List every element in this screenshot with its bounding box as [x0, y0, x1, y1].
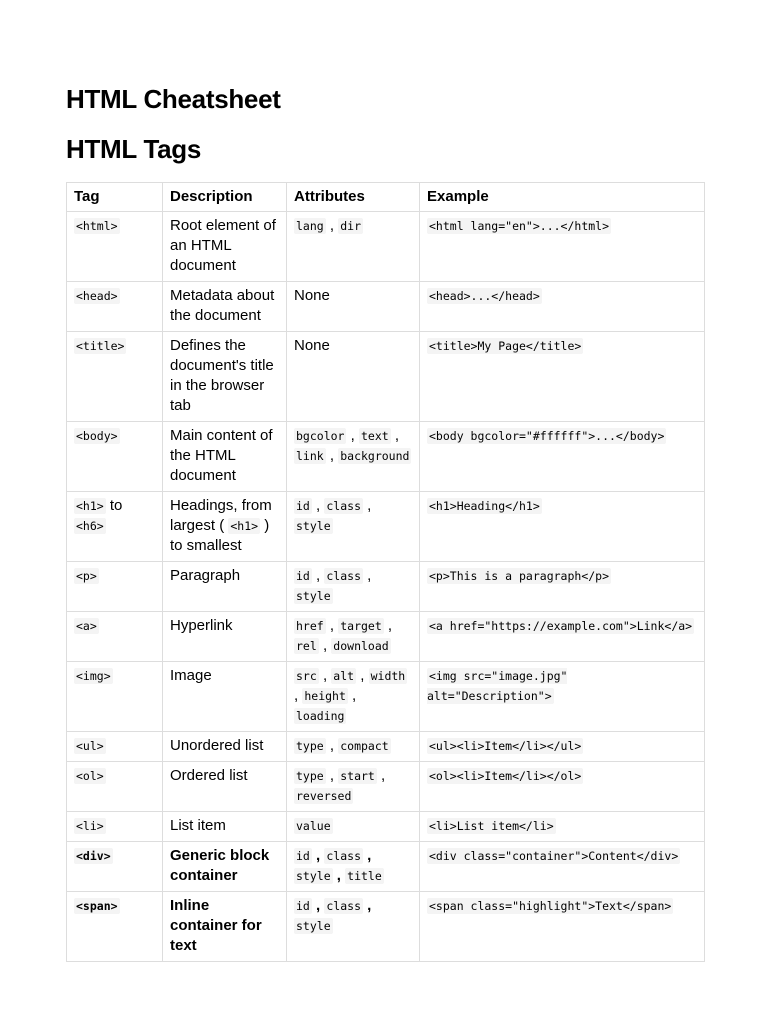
example-code: <html lang="en">...</html> — [429, 219, 610, 233]
example-code: <ul><li>Item</li></ul> — [429, 739, 582, 753]
description-text: Headings, from largest ( — [170, 497, 272, 534]
attributes-cell: None — [287, 332, 420, 422]
tag-code: <p> — [76, 569, 97, 583]
attribute-code: href — [296, 619, 324, 633]
attribute-code: start — [340, 769, 375, 783]
attr-separator: , — [294, 687, 303, 704]
attribute-code: style — [296, 919, 331, 933]
tag-cell — [67, 422, 163, 492]
tag-cell — [67, 732, 163, 762]
table-row — [67, 332, 705, 422]
attribute-code: title — [347, 869, 382, 883]
tag-code: <ol> — [76, 769, 104, 783]
attribute-code: lang — [296, 219, 324, 233]
tag-code: <h6> — [76, 519, 104, 533]
attribute-code: rel — [296, 639, 317, 653]
attributes-cell — [287, 842, 420, 892]
attributes-cell — [287, 762, 420, 812]
attribute-code: width — [370, 669, 406, 683]
attr-separator: , — [332, 867, 346, 884]
attr-separator: , — [383, 617, 393, 634]
attributes-cell — [287, 422, 420, 492]
tag-cell — [67, 212, 163, 282]
tag-code: <ul> — [76, 739, 104, 753]
description-cell: List item — [163, 812, 287, 842]
example-cell — [420, 562, 705, 612]
tag-cell — [67, 282, 163, 332]
header-example: Example — [420, 183, 705, 212]
tag-code: <li> — [76, 819, 104, 833]
description-cell: Metadata about the document — [163, 282, 287, 332]
table-row — [67, 492, 705, 562]
tag-cell — [67, 332, 163, 422]
attribute-code: id — [296, 849, 310, 863]
attribute-code: value — [296, 819, 331, 833]
attributes-cell — [287, 812, 420, 842]
attribute-code: style — [296, 589, 331, 603]
tag-code: <h1> — [76, 499, 104, 513]
table-row — [67, 842, 705, 892]
tag-cell — [67, 812, 163, 842]
attr-separator: , — [347, 687, 357, 704]
tag-cell — [67, 662, 163, 732]
table-row — [67, 762, 705, 812]
table-row — [67, 662, 705, 732]
description-cell — [163, 492, 287, 562]
table-body — [67, 212, 705, 962]
attribute-code: class — [326, 569, 361, 583]
tag-cell — [67, 762, 163, 812]
description-cell: Ordered list — [163, 762, 287, 812]
example-cell — [420, 332, 705, 422]
table-row — [67, 812, 705, 842]
inline-code: <h1> — [230, 519, 259, 533]
attr-separator: , — [318, 637, 332, 654]
example-code: <ol><li>Item</li></ol> — [429, 769, 582, 783]
tag-cell — [67, 492, 163, 562]
example-cell — [420, 492, 705, 562]
attr-separator: , — [363, 567, 372, 584]
example-code: <h1>Heading</h1> — [429, 499, 540, 513]
attr-separator: , — [363, 497, 372, 514]
attribute-code: loading — [296, 709, 345, 723]
example-code: <span class="highlight">Text</span> — [429, 899, 672, 913]
example-cell — [420, 662, 705, 732]
attribute-code: dir — [340, 219, 361, 233]
example-cell — [420, 422, 705, 492]
header-tag: Tag — [67, 183, 163, 212]
attr-separator: , — [325, 767, 339, 784]
example-code: <p>This is a paragraph</p> — [429, 569, 610, 583]
attr-separator: , — [363, 847, 372, 864]
example-cell — [420, 212, 705, 282]
attribute-code: compact — [340, 739, 389, 753]
attribute-code: type — [296, 739, 324, 753]
example-cell — [420, 282, 705, 332]
attribute-code: alt — [333, 669, 355, 683]
description-cell: Inline container for text — [163, 892, 287, 962]
example-cell — [420, 842, 705, 892]
attribute-code: id — [296, 899, 310, 913]
example-cell — [420, 762, 705, 812]
table-row — [67, 612, 705, 662]
attr-separator: , — [346, 427, 359, 444]
attributes-cell — [287, 732, 420, 762]
attributes-cell: None — [287, 282, 420, 332]
attribute-code: text — [360, 429, 389, 443]
attr-separator: , — [311, 497, 325, 514]
example-code: <div class="container">Content</div> — [429, 849, 679, 863]
section-title: HTML Tags — [66, 134, 202, 164]
tags-table — [66, 182, 705, 962]
tag-cell — [67, 892, 163, 962]
attribute-code: reversed — [296, 789, 352, 803]
example-cell — [420, 612, 705, 662]
attr-separator: , — [311, 897, 325, 914]
tag-code: <html> — [76, 219, 118, 233]
attribute-code: download — [333, 639, 389, 653]
description-cell: Defines the document's title in the browser tab — [163, 332, 287, 422]
attributes-cell — [287, 562, 420, 612]
table-header-row — [67, 183, 705, 212]
table-row — [67, 212, 705, 282]
tag-code: <a> — [76, 619, 97, 633]
description-text: ) to smallest — [170, 517, 270, 554]
table-row — [67, 892, 705, 962]
attribute-code: height — [304, 689, 346, 703]
attributes-cell — [287, 892, 420, 962]
attribute-code: id — [296, 499, 310, 513]
example-code: <body bgcolor="#ffffff">...</body> — [429, 429, 665, 443]
attribute-code: link — [296, 449, 324, 463]
attributes-cell — [287, 662, 420, 732]
table-row — [67, 422, 705, 492]
attr-separator: , — [363, 897, 372, 914]
example-code: <li>List item</li> — [429, 819, 554, 833]
attribute-code: style — [296, 869, 331, 883]
example-cell — [420, 732, 705, 762]
example-code: <a href="https://example.com">Link</a> — [429, 619, 693, 633]
attribute-code: class — [326, 899, 361, 913]
attribute-code: class — [326, 499, 361, 513]
attributes-cell — [287, 492, 420, 562]
attr-separator: , — [325, 217, 339, 234]
attr-separator: , — [325, 447, 339, 464]
tag-code: <span> — [76, 899, 118, 913]
attr-separator: , — [318, 667, 332, 684]
attribute-code: src — [296, 669, 317, 683]
tag-code: <head> — [76, 289, 118, 303]
tag-cell — [67, 562, 163, 612]
tag-join-text: to — [105, 497, 123, 514]
attribute-code: bgcolor — [296, 429, 345, 443]
attribute-code: class — [326, 849, 361, 863]
tag-code: <img> — [76, 669, 111, 683]
attr-separator: , — [356, 667, 369, 684]
example-cell — [420, 892, 705, 962]
example-code: <head>...</head> — [429, 289, 540, 303]
tag-code: <title> — [76, 339, 125, 353]
example-code: <img src="image.jpg" alt="Description"> — [427, 669, 568, 703]
tag-code: <body> — [76, 429, 118, 443]
description-cell: Main content of the HTML document — [163, 422, 287, 492]
attribute-code: style — [296, 519, 331, 533]
description-cell: Generic block container — [163, 842, 287, 892]
description-cell: Hyperlink — [163, 612, 287, 662]
example-cell — [420, 812, 705, 842]
header-description: Description — [163, 183, 287, 212]
example-code: <title>My Page</title> — [429, 339, 582, 353]
description-cell: Image — [163, 662, 287, 732]
tag-cell — [67, 842, 163, 892]
attr-separator: , — [325, 737, 339, 754]
attr-separator: , — [325, 617, 339, 634]
document-page — [66, 82, 704, 962]
description-cell: Paragraph — [163, 562, 287, 612]
description-cell: Root element of an HTML document — [163, 212, 287, 282]
attr-separator: , — [311, 567, 325, 584]
table-row — [67, 732, 705, 762]
attribute-code: target — [340, 619, 382, 633]
tag-code: <div> — [76, 849, 111, 863]
page-title: HTML Cheatsheet — [66, 84, 281, 114]
attr-separator: , — [311, 847, 325, 864]
attributes-cell — [287, 612, 420, 662]
table-row — [67, 562, 705, 612]
header-attributes: Attributes — [287, 183, 420, 212]
attributes-cell — [287, 212, 420, 282]
attribute-code: id — [296, 569, 310, 583]
attribute-code: background — [340, 449, 410, 463]
attr-separator: , — [390, 427, 400, 444]
tag-cell — [67, 612, 163, 662]
table-row — [67, 282, 705, 332]
attribute-code: type — [296, 769, 324, 783]
description-cell: Unordered list — [163, 732, 287, 762]
attr-separator: , — [376, 767, 386, 784]
